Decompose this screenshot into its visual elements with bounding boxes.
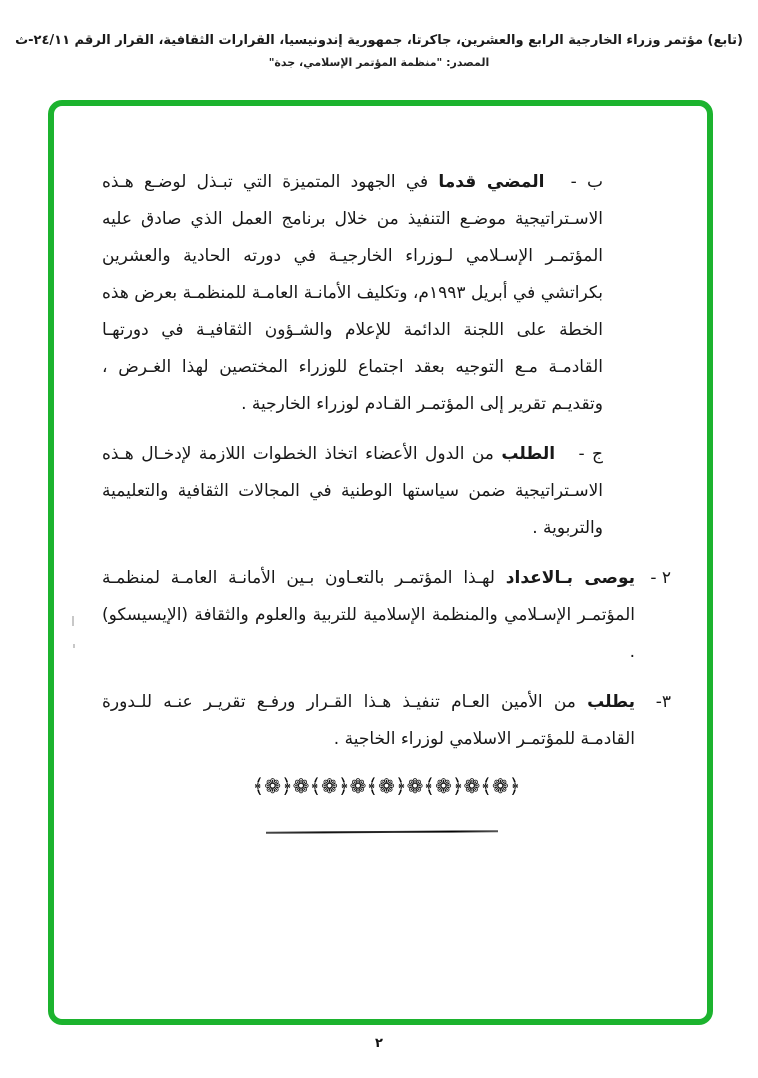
clause-j-marker: ج -	[578, 444, 603, 464]
document-border-frame	[48, 100, 713, 1025]
scan-artifact	[73, 644, 75, 648]
clause-2-text: لهـذا المؤتمـر بالتعـاون بـين الأمانـة العامـة لمنظمـة المؤتمـر الإسـلامي والمنظمة الإسلامية للتربية والعلوم والثقافة (الإيسيسكو) .	[102, 568, 635, 662]
clause-b-text: في الجهود المتميزة التي تبـذل لوضـع هـذه الاسـتراتيجية موضـع التنفيذ من خلال برنامج العمل الذي صادق عليه المؤتمـر الإسـلامي لـوزراء الخارجيـة في دورته الحادية والعشرين بكراتشي في أبريل ١٩٩٣م، وتكليف الأمانـة العامـة للمنظمـة بعرض هذه الخطة على اللجنة الدائمة للإعلام والشـؤون الثقافيـة في دورتهـا القادمـة مـع التوجيه بعقد اجتماع للوزراء المختصين لهذا الغـرض ، وتقديـم تقرير إلى المؤتمـر القـادم لوزراء الخارجية .	[102, 172, 603, 414]
header-source-line: المصدر: "منظمة المؤتمر الإسلامي، جدة"	[268, 56, 490, 69]
clause-3-text: من الأمين العـام تنفيـذ هـذا القـرار ورفـع تقريـر عنـه للـدورة القادمـة للمؤتمـر الاسلامي لوزراء الخاجية .	[102, 692, 635, 749]
resolution-body	[54, 106, 707, 833]
clause-3-body	[102, 684, 635, 758]
separator-line	[265, 830, 497, 834]
clause-2-body	[102, 560, 635, 671]
clause-b-lead: المضي قدما	[438, 172, 545, 192]
clause-3-lead: يطلب	[587, 692, 635, 712]
resolution-clause-3	[102, 684, 671, 758]
clause-2-lead: يوصى بـالاعداد	[505, 568, 636, 588]
clause-j-text: من الدول الأعضاء اتخاذ الخطوات اللازمة لإدخـال هـذه الاسـتراتيجية ضمن سياستها الوطنية في المجالات الثقافية والتعليمية والتربوية .	[102, 444, 603, 538]
header-reference-line: (تابع) مؤتمر وزراء الخارجية الرابع والعشرين، جاكرتا، جمهورية إندونيسيا، القرارات الثقافية، القرار الرقم ٢٤/١١-ث	[15, 33, 743, 48]
clause-3-marker: ٣-	[655, 692, 671, 712]
page-number: ٢	[375, 1036, 383, 1051]
resolution-clause-b	[102, 164, 603, 423]
ornament-divider: ﴾❁﴿❁﴾❁﴿❁﴾❁﴿❁﴾❁﴿❁﴾❁﴿	[252, 774, 521, 798]
clause-b-marker: ب -	[570, 172, 604, 192]
document-header	[0, 33, 758, 69]
scan-artifact	[72, 616, 74, 626]
resolution-clause-j	[102, 436, 603, 547]
clause-2-marker: ٢ -	[650, 568, 671, 588]
resolution-clause-2	[102, 560, 671, 671]
clause-j-lead: الطلب	[501, 444, 556, 464]
